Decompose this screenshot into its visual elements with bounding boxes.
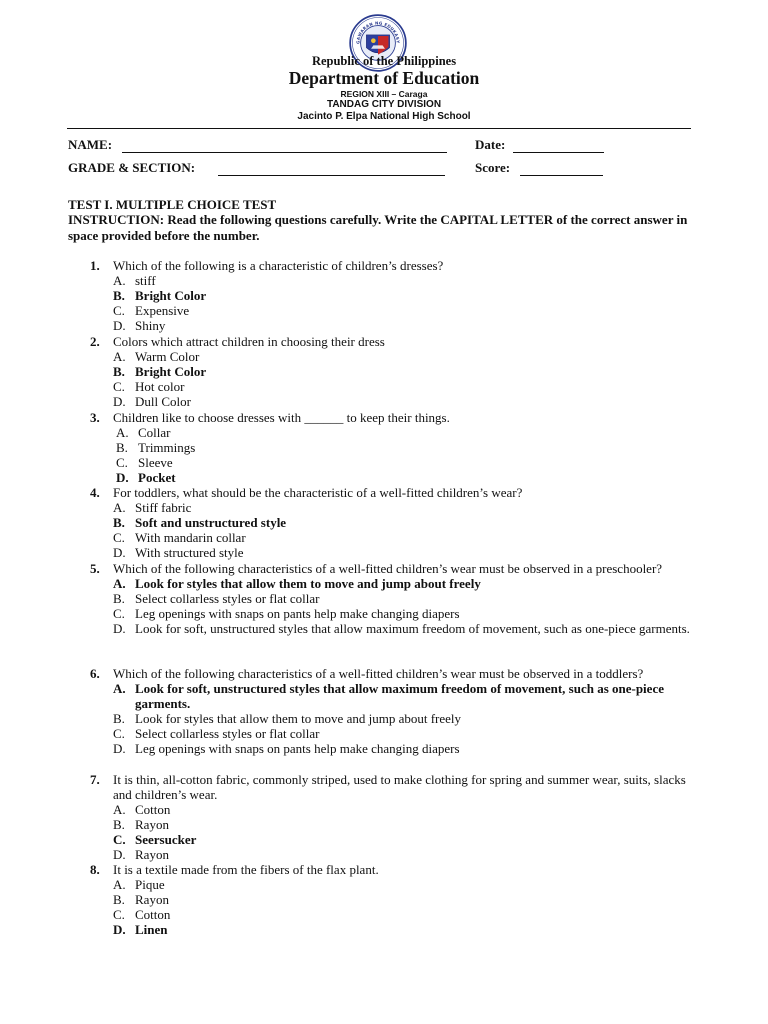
question-number: 3. xyxy=(90,410,100,425)
question-text: Which of the following is a characteristic of children’s dresses? xyxy=(113,258,444,273)
question-number: 1. xyxy=(90,258,100,273)
option-d: D. Dull Color xyxy=(113,394,191,410)
school-heading: Jacinto P. Elpa National High School xyxy=(297,111,471,122)
option-d-answer: D. Linen xyxy=(113,922,168,938)
test-instruction: INSTRUCTION: Read the following questions carefully. Write the CAPITAL LETTER of the correct answer in space provided before the number. xyxy=(68,212,688,243)
option-b-answer: B. Bright Color xyxy=(113,364,207,380)
option-b: B. Trimmings xyxy=(116,440,196,456)
option-d-answer: D. Pocket xyxy=(116,470,176,486)
question-text: Which of the following characteristics of a well-fitted children’s wear must be observed in a toddlers? xyxy=(113,666,644,681)
option-a: A. stiff xyxy=(113,273,156,289)
division-heading: TANDAG CITY DIVISION xyxy=(326,99,442,110)
option-b: B. Rayon xyxy=(113,892,169,908)
question-1 xyxy=(90,258,690,333)
question-text: Children like to choose dresses with ______ to keep their things. xyxy=(113,410,450,425)
question-number: 6. xyxy=(90,666,100,681)
question-6 xyxy=(90,666,690,757)
score-field[interactable] xyxy=(520,175,603,176)
question-text: For toddlers, what should be the characteristic of a well-fitted children’s wear? xyxy=(113,485,523,500)
name-label: NAME: xyxy=(68,137,113,152)
grade-section-label: GRADE & SECTION: xyxy=(68,160,196,175)
option-a: A. Warm Color xyxy=(113,349,200,365)
option-c: C. Hot color xyxy=(113,379,185,395)
option-c-answer: C. Seersucker xyxy=(113,832,197,848)
svg-text:KAGAWARAN NG EDUKASYON: GAWARAN NG EDUKASY xyxy=(355,20,401,45)
date-field[interactable] xyxy=(513,152,604,153)
option-d: D. Look for soft, unstructured styles that allow maximum freedom of movement, such as one-piece garments. xyxy=(113,621,690,637)
option-d: D. With structured style xyxy=(113,545,244,561)
option-a: A. Collar xyxy=(116,425,171,441)
name-field[interactable] xyxy=(122,152,447,153)
question-number: 7. xyxy=(90,772,100,787)
option-b-answer: B. Soft and unstructured style xyxy=(113,515,287,531)
option-b-answer: B. Bright Color xyxy=(113,288,207,304)
question-text: It is a textile made from the fibers of the flax plant. xyxy=(113,862,379,877)
option-b: B. Select collarless styles or flat collar xyxy=(113,591,320,607)
grade-section-field[interactable] xyxy=(218,175,445,176)
option-c: C. With mandarin collar xyxy=(113,530,246,546)
question-number: 8. xyxy=(90,862,100,877)
question-8 xyxy=(90,862,690,937)
option-c: C. Sleeve xyxy=(116,455,173,471)
score-label: Score: xyxy=(475,160,511,175)
department-heading: Department of Education xyxy=(288,68,480,88)
option-a-answer: A. Look for styles that allow them to move and jump about freely xyxy=(113,576,481,592)
question-2 xyxy=(90,334,690,409)
question-text: It is thin, all-cotton fabric, commonly striped, used to make clothing for spring and summer wear, suits, slacks and children’s wear. xyxy=(113,772,686,803)
question-7 xyxy=(90,772,690,863)
option-c: C. Expensive xyxy=(113,303,190,319)
question-number: 4. xyxy=(90,485,100,500)
question-text: Which of the following characteristics of a well-fitted children’s wear must be observed in a preschooler? xyxy=(113,561,663,576)
test-title: TEST I. MULTIPLE CHOICE TEST xyxy=(68,197,277,212)
question-number: 2. xyxy=(90,334,100,349)
option-c: C. Select collarless styles or flat collar xyxy=(113,726,320,742)
option-b: B. Look for styles that allow them to move and jump about freely xyxy=(113,711,462,727)
question-5 xyxy=(90,561,690,636)
option-a: A. Stiff fabric xyxy=(113,500,192,516)
option-b: B. Rayon xyxy=(113,817,169,833)
header-divider xyxy=(67,128,691,129)
option-d: D. Rayon xyxy=(113,847,169,863)
question-number: 5. xyxy=(90,561,100,576)
option-a: A. Pique xyxy=(113,877,165,893)
option-a: A. Cotton xyxy=(113,802,171,818)
question-4 xyxy=(90,485,690,560)
option-a-answer: A. Look for soft, unstructured styles that allow maximum freedom of movement, such as one-piece garments. xyxy=(113,681,664,712)
date-label: Date: xyxy=(475,137,506,152)
republic-heading: Republic of the Philippines xyxy=(311,54,457,68)
option-c: C. Leg openings with snaps on pants help make changing diapers xyxy=(113,606,460,622)
region-heading: REGION XIII – Caraga xyxy=(340,89,428,99)
option-c: C. Cotton xyxy=(113,907,171,923)
question-text: Colors which attract children in choosing their dress xyxy=(113,334,385,349)
option-d: D. Leg openings with snaps on pants help make changing diapers xyxy=(113,741,460,757)
question-3 xyxy=(90,410,690,485)
option-d: D. Shiny xyxy=(113,318,166,334)
